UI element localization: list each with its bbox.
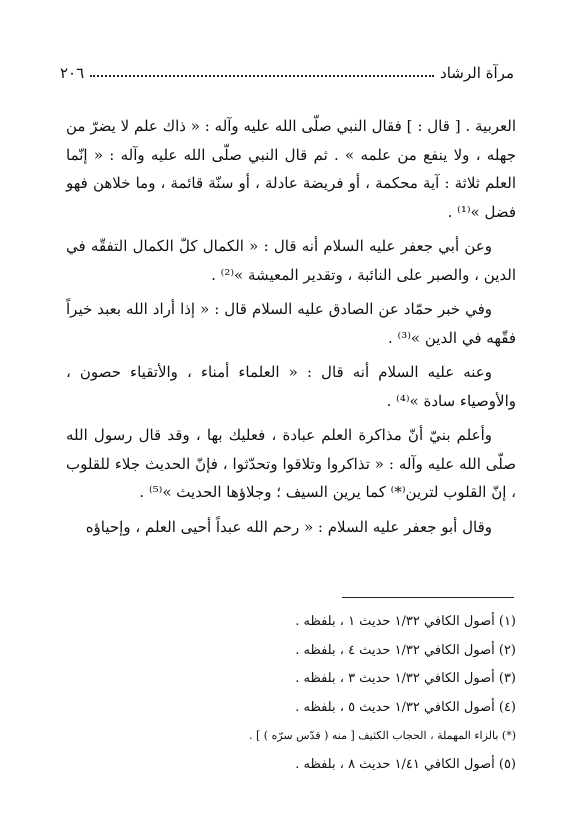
paragraph: العربية . [ قال : ] فقال النبي صلّى الله عليه وآله : « ذاك علم لا يضرّ من جهله ، ولا ينفع من علمه » . ثم قال النبي صلّى الله عليه وآله : « إنّما العلم ثلاثة : آية محكمة ، أو فريضة عادلة ، أو سنّة قائمة ، وما خلاهن فهو فضل »⁽¹⁾ . [66,117,516,221]
paragraph: وفي خبر حمّاد عن الصادق عليه السلام قال : « إذا أراد الله بعبد خيراً فقّهه في الدين »⁽³⁾ . [66,300,516,347]
footnote: (٥) أصول الكافي ١/٤١ حديث ٨ ، بلفظه . [295,756,516,772]
running-header [60,56,514,82]
footnote: (٤) أصول الكافي ١/٣٢ حديث ٥ ، بلفظه . [295,699,516,715]
header-dot-leader [90,74,434,77]
footnote-separator [342,597,514,598]
book-title: مرآة الرشاد [440,64,514,82]
paragraph: وعن أبي جعفر عليه السلام أنه قال : « الكمال كلّ الكمال التفقّه في الدين ، والصبر على النائبة ، وتقدير المعيشة »⁽²⁾ . [66,237,516,284]
page-number: ٢٠٦ [60,64,85,82]
footnotes [60,608,516,779]
footnote: (١) أصول الكافي ١/٣٢ حديث ١ ، بلفظه . [295,614,516,629]
paragraph: وأعلم بنيّ أنّ مذاكرة العلم عبادة ، فعليك بها ، وقد قال رسول الله صلّى الله عليه وآله : « تذاكروا وتلاقوا وتحدّثوا ، فإنّ الحديث جلاء للقلوب ، إنّ القلوب لترين⁽*⁾ كما يرين السيف ؛ وجلاؤها الحديث »⁽⁵⁾ . [66,426,516,501]
paragraph: وقال أبو جعفر عليه السلام : « رحم الله عبداً أحيى العلم ، وإحياؤه [85,517,492,536]
footnote: (٣) أصول الكافي ١/٣٢ حديث ٣ ، بلفظه . [295,671,516,686]
footnote: (٢) أصول الكافي ١/٣٢ حديث ٤ ، بلفظه . [295,642,516,658]
paragraph: وعنه عليه السلام أنه قال : « العلماء أمناء ، والأتقياء حصون ، والأوصياء سادة »⁽⁴⁾ . [66,363,516,410]
main-text [66,112,516,541]
footnote: (*) بالزاء المهملة ، الحجاب الكثيف [ منه ( قدّس سرّه ) ] . [249,729,516,742]
